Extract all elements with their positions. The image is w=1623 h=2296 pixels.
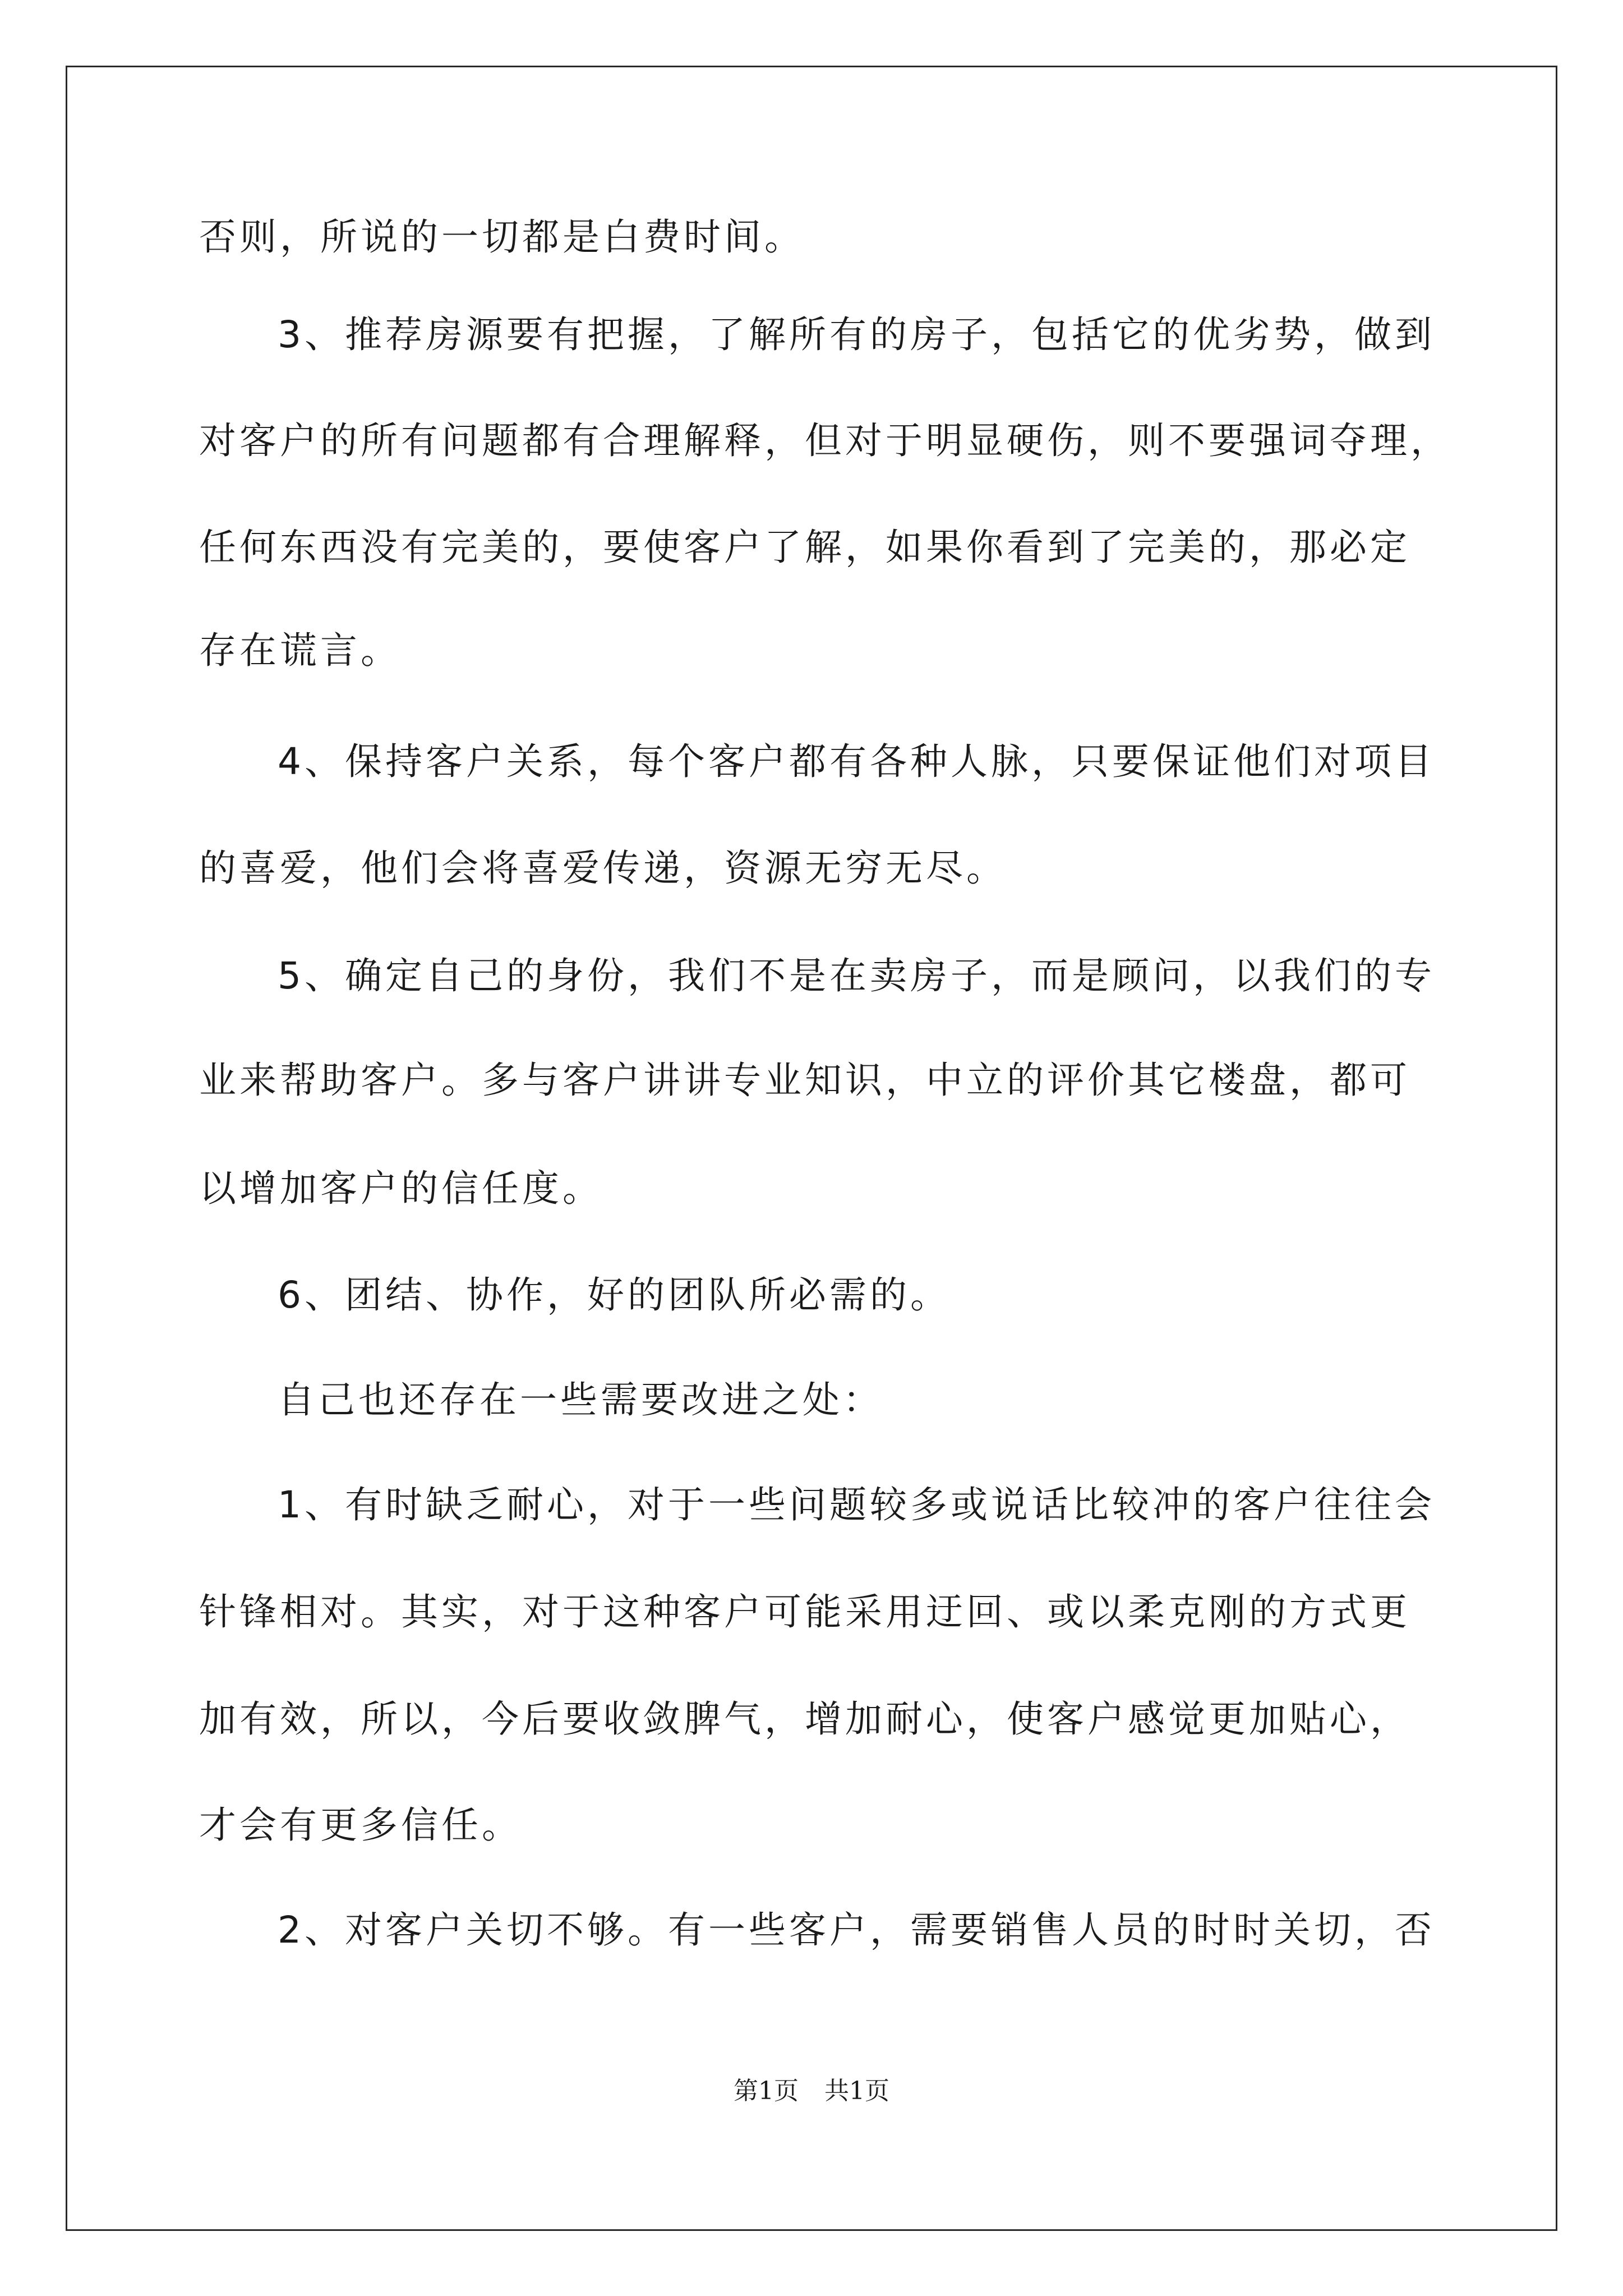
text-line-16: 才会有更多信任。 xyxy=(199,1803,522,1847)
text-line-1: 否则，所说的一切都是白费时间。 xyxy=(199,215,805,259)
text-line-10: 以增加客户的信任度。 xyxy=(199,1167,603,1210)
text-line-14: 针锋相对。其实，对于这种客户可能采用迂回、或以柔克刚的方式更 xyxy=(199,1590,1410,1634)
text-line-5: 存在谎言。 xyxy=(199,629,401,672)
page-footer xyxy=(0,2076,1623,2107)
text-line-9: 业来帮助客户。多与客户讲讲专业知识，中立的评价其它楼盘，都可 xyxy=(199,1059,1410,1102)
text-line-12: 自己也还存在一些需要改进之处： xyxy=(278,1378,883,1421)
page-total: 共1页 xyxy=(824,2077,889,2105)
text-line-17: 2、对客户关切不够。有一些客户，需要销售人员的时时关切，否 xyxy=(278,1908,1435,1952)
text-line-3: 对客户的所有问题都有合理解释，但对于明显硬伤，则不要强词夺理， xyxy=(199,419,1451,462)
text-line-8: 5、确定自己的身份，我们不是在卖房子，而是顾问，以我们的专 xyxy=(278,954,1435,997)
page-frame xyxy=(66,66,1557,2231)
text-line-2: 3、推荐房源要有把握，了解所有的房子，包括它的优劣势，做到 xyxy=(278,313,1435,356)
text-line-4: 任何东西没有完美的，要使客户了解，如果你看到了完美的，那必定 xyxy=(199,526,1410,569)
text-line-11: 6、团结、协作，好的团队所必需的。 xyxy=(278,1273,951,1317)
text-line-15: 加有效，所以，今后要收敛脾气，增加耐心，使客户感觉更加贴心， xyxy=(199,1697,1410,1741)
text-line-6: 4、保持客户关系，每个客户都有各种人脉，只要保证他们对项目 xyxy=(278,740,1435,783)
text-line-7: 的喜爱，他们会将喜爱传递，资源无穷无尽。 xyxy=(199,846,1007,890)
page-number: 第1页 xyxy=(734,2077,799,2105)
text-line-13: 1、有时缺乏耐心，对于一些问题较多或说话比较冲的客户往往会 xyxy=(278,1483,1435,1526)
